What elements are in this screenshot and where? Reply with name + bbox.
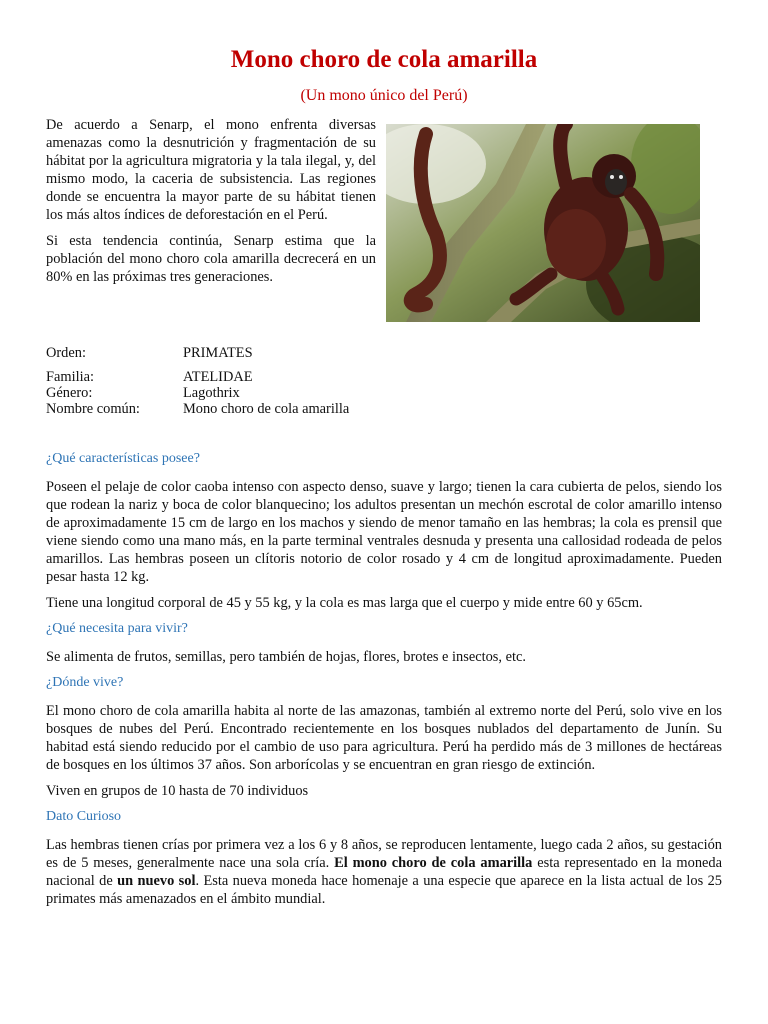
dato-bold-currency: un nuevo sol xyxy=(117,873,196,889)
taxonomy-value: Lagothrix xyxy=(183,385,240,401)
intro-text xyxy=(46,116,376,294)
taxonomy-label: Nombre común: xyxy=(46,401,140,417)
taxonomy-row-genero xyxy=(46,385,466,401)
dato-text-a: Las hembras tienen crías por primera vez a los 6 y 8 años, se reproducen lentamente, luego cada 2 años, su gestación es de 5 meses, generalmente nace una sola cría. xyxy=(46,837,722,871)
taxonomy-row-familia xyxy=(46,369,466,385)
taxonomy-value: Mono choro de cola amarilla xyxy=(183,401,350,417)
heading-donde-vive: ¿Dónde vive? xyxy=(46,675,124,690)
intro-paragraph-1: De acuerdo a Senarp, el mono enfrenta diversas amenazas como la desnutrición y fragmentación de su hábitat por la agricultura migratoria y la tala ilegal, y, del mismo modo, la caceria de subsistencia. Las regiones donde se encuentra la mayor parte de su hábitat tienen los más altos índices de deforestación en el Perú. xyxy=(46,117,376,223)
taxonomy-label: Familia: xyxy=(46,369,94,385)
taxonomy-label: Orden: xyxy=(46,345,86,361)
heading-caracteristicas: ¿Qué características posee? xyxy=(46,451,200,466)
vive-paragraph-2: Viven en grupos de 10 hasta de 70 individuos xyxy=(46,783,309,799)
intro-paragraph-2: Si esta tendencia continúa, Senarp estima que la población del mono choro cola amarilla decrecerá en un 80% en las próximas tres generaciones. xyxy=(46,233,376,285)
vive-paragraph-1: El mono choro de cola amarilla habita al norte de las amazonas, también al extremo norte del Perú, solo vive en los bosques de nubes del Perú. Encontrado recientemente en los bosques nublados del departamento de Junín. Su habitad está siendo reducido por el cambio de uso para agricultura. Perú ha perdido más de 3 millones de hectáreas de bosques en los últimos 37 años. Son arborícolas y se encuentran en gran riesgo de extinción. xyxy=(46,703,722,773)
heading-necesita: ¿Qué necesita para vivir? xyxy=(46,621,188,636)
page-title: Mono choro de cola amarilla xyxy=(230,46,538,73)
monkey-illustration xyxy=(386,124,700,322)
taxonomy-value: PRIMATES xyxy=(183,345,253,361)
dato-paragraph xyxy=(46,836,722,908)
dato-text-e: . Esta nueva moneda hace homenaje a una especie que aparece en la lista actual de los 25 primates más amenazados en el ámbito mundial. xyxy=(46,873,722,907)
dato-bold-species: El mono choro de cola amarilla xyxy=(334,855,533,871)
necesita-paragraph-1: Se alimenta de frutos, semillas, pero también de hojas, flores, brotes e insectos, etc. xyxy=(46,649,526,665)
caracteristicas-paragraph-2: Tiene una longitud corporal de 45 y 55 kg, y la cola es mas larga que el cuerpo y mide entre 60 y 65cm. xyxy=(46,595,643,611)
monkey-photo xyxy=(386,124,700,322)
page-subtitle: (Un mono único del Perú) xyxy=(300,87,468,104)
taxonomy-row-orden xyxy=(46,345,466,361)
taxonomy-label: Género: xyxy=(46,385,93,401)
taxonomy-row-nombre xyxy=(46,401,466,417)
heading-dato-curioso: Dato Curioso xyxy=(46,809,122,824)
body-text xyxy=(46,450,722,916)
dato-text-c: esta representado en la moneda nacional de xyxy=(46,855,722,889)
taxonomy-table xyxy=(46,345,466,417)
caracteristicas-paragraph-1: Poseen el pelaje de color caoba intenso con aspecto denso, suave y largo; tienen la cara cubierta de pelos, siendo los que rodean la nariz y boca de color blanquecino; los adultos presentan un mechón escrotal de color amarillo intenso de aproximadamente 15 cm de largo en los machos y siendo de menor tamaño en las hembras; la cola es prensil que viene siendo como una mano más, en la parte terminal ventrales desnuda y presenta una callosidad rodeada de pelos amarillos. Las hembras poseen un clítoris notorio de color rosado y 4 cm de longitud aproximadamente. Pueden pesar hasta 12 kg. xyxy=(46,479,722,585)
taxonomy-value: ATELIDAE xyxy=(183,369,253,385)
